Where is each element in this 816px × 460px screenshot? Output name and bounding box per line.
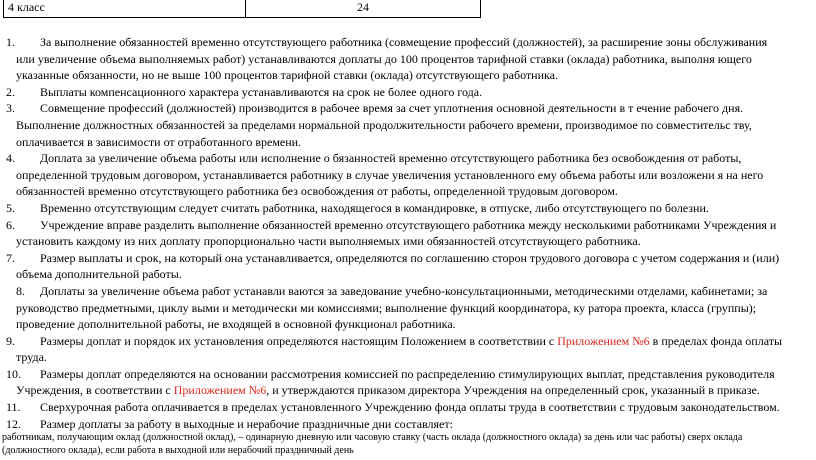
list-item-8: 8. Доплаты за увеличение объема работ устанавли ваются за заведование учебно-консультационными, методическими отделами, кабинетами; за руководство предметными, циклу выми и методически ми комиссиями; выполнение функций координатора, ку ратора проекта, класса (группы); проведение дополнительной работы, не входящей в основной функционал работника. — [16, 283, 768, 332]
list-item-4: 4. Доплата за увеличение объема работы или исполнение о бязанностей временно отсутствующего работника без освобождения от работы, определенной трудовым договором, устанавливается работнику в случае увеличения установленного ему объема работы или возложени я на него обязанностей временно отсутствующего работника без освобождения от работы, определенной трудовым договором. — [6, 151, 764, 199]
list-item-6: 6. Учреждение вправе разделить выполнение обязанностей временно отсутствующего работника между несколькими работниками Учреждения и установить каждому из них доплату пропорционально части выполняемых ими обязанностей отсутствующего работника. — [6, 217, 777, 249]
list-item-1: 1. За выполнение обязанностей временно отсутствующего работника (совмещение профессий (должностей), за расширение зоны обслуживания или увеличение объема выполняемых работ) устанавливаются доплаты до 100 процентов тарифной ставки (оклада) работника, выполня ющего указанные обязанности, но не выше 100 процентов тарифной ставки (оклада) отсутствующего работника. — [6, 35, 768, 83]
list-item-11: 11. Сверхурочная работа оплачивается в пределах установленного Учреждению фонда оплаты труда в соответствии с трудовым законодательством. — [6, 400, 780, 415]
list-item-12: 12. Размер доплаты за работу в выходные и нерабочие праздничные дни составляет: — [6, 416, 453, 431]
class-label-cell: 4 класс — [4, 0, 246, 17]
list-item-3: 3. Совмещение профессий (должностей) производится в рабочее время за счет уплотнения основной деятельности в т ечение рабочего дня. Выполнение должностных обязанностей за пределами нормальной продолжительности рабочего времени, производимое по совместительс тву, оплачивается в зависимости от отработанного времени. — [6, 101, 752, 149]
list-item-9: 9. Размеры доплат и порядок их установления определяются настоящим Положением в соответствии с Приложением №6 в пределах фонда оплаты труда. — [6, 333, 783, 365]
footnote: работникам, получающим оклад (должностной оклад), – одинарную дневную или часовую ставку (часть оклада (должностного оклада) за день или час работы) сверх оклада (должностного оклада), если работа в выходной или нерабочий праздничный день — [2, 432, 743, 456]
list-item-10: 10. Размеры доплат определяются на основании рассмотрения комиссией по распределению стимулирующих выплат, представления руководителя Учреждения, в соответствии с Приложением №6, и утверждаются приказом директора Учреждения на определенный срок, указанный в приказе. — [6, 366, 775, 398]
document-body — [0, 34, 816, 457]
value-cell: 24 — [357, 0, 369, 14]
list-item-5: 5. Временно отсутствующим следует считать работника, находящегося в командировке, в отпуске, либо отсутствующего по болезни. — [6, 200, 709, 215]
appendix-6-link-2[interactable]: Приложением №6 — [173, 383, 267, 398]
list-item-7: 7. Размер выплаты и срок, на который она устанавливается, определяются по соглашению сторон трудового договора с учетом содержания и (или) объема дополнительной работы. — [6, 250, 780, 282]
list-item-2: 2. Выплаты компенсационного характера устанавливаются на срок не более одного года. — [6, 84, 483, 99]
appendix-6-link[interactable]: Приложением №6 — [557, 333, 650, 348]
header-table — [3, 0, 481, 18]
